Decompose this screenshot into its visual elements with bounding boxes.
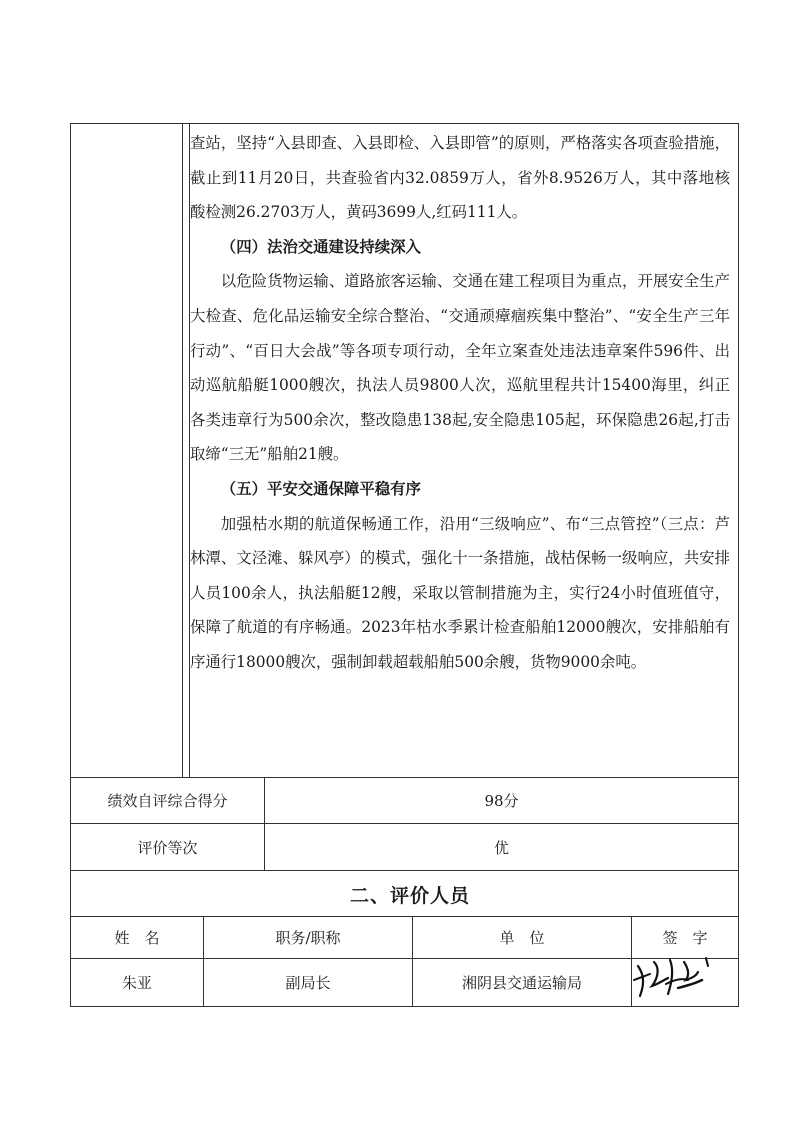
heading-section-5: （五）平安交通保障平稳有序 [220, 479, 421, 498]
grade-label: 评价等次 [137, 838, 198, 857]
score-value: 98分 [484, 792, 519, 810]
rule-left [70, 123, 71, 1007]
evaluator-title: 副局长 [285, 974, 331, 992]
paragraph-law-enforcement: 以危险货物运输、道路旅客运输、交通在建工程项目为重点，开展安全生产大检查、危化品运输安全综合整治、“交通顽瘴痼疾集中整治”、“安全生产三年行动”、“百日大会战”等各项专项行动，全年立案查处违法违章案件596件、出动巡航船艇1000艘次，执法人员9800人次，巡航里程共计15400海里，纠正各类违章行为500余次，整改隐患138起,安全隐患105起，环保隐患26起,打击取缔“三无”船舶21艘。 [190, 272, 730, 464]
header-signature: 签 字 [662, 929, 708, 947]
paragraph-continuation: 查站，坚持“入县即查、入县即检、入县即管”的原则，严格落实各项查验措施，截止到11月20日，共查验省内32.0859万人，省外8.9526万人，其中落地核酸检测26.2703万人，黄码3699人,红码111人。 [190, 134, 730, 222]
header-title: 职务/职称 [275, 929, 341, 947]
rule-bottom [70, 1006, 738, 1007]
rule-top [70, 123, 738, 124]
header-unit: 单 位 [499, 929, 545, 947]
rule-right [738, 123, 739, 1007]
evaluator-name: 朱亚 [121, 974, 152, 992]
section-title-evaluators: 二、评价人员 [349, 884, 470, 907]
body-text [190, 126, 730, 680]
grade-value: 优 [493, 838, 509, 857]
heading-section-4: （四）法治交通建设持续深入 [220, 237, 421, 256]
paragraph-waterway-safety: 加强枯水期的航道保畅通工作，沿用“三级响应”、布“三点管控”（三点：芦林潭、文泾滩、躲风亭）的模式，强化十一条措施，战枯保畅一级响应，共安排人员100余人，执法船艇12艘，采取以管制措施为主，实行24小时值班值守，保障了航道的有序畅通。2023年枯水季累计检查船舶12000艘次，安排船舶有序通行18000艘次，强制卸载超载船舶500余艘，货物9000余吨。 [190, 514, 730, 671]
header-name: 姓 名 [114, 929, 160, 947]
handwritten-signature [628, 950, 724, 1006]
score-label: 绩效自评综合得分 [107, 792, 228, 810]
evaluator-unit: 湘阴县交通运输局 [461, 974, 582, 992]
rule-inner-left [182, 123, 183, 777]
rule-after-grade [70, 870, 738, 871]
